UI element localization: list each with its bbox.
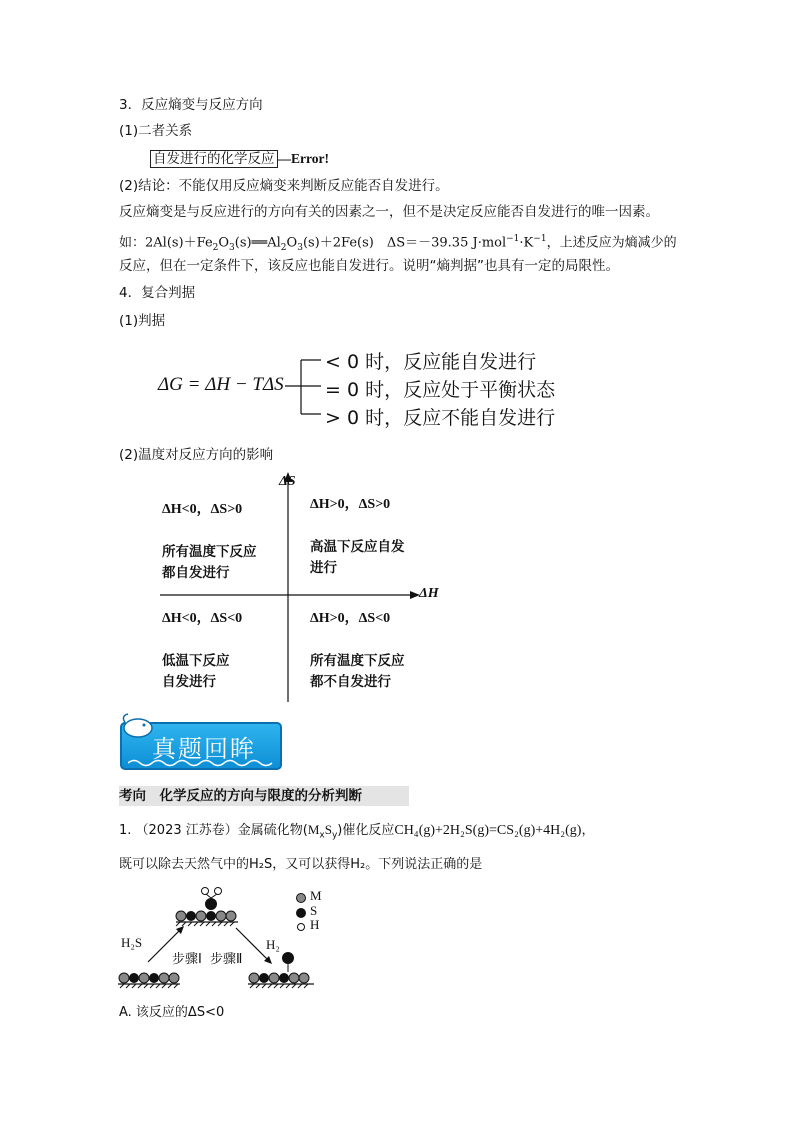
label-step2: 步骤Ⅱ (210, 952, 243, 967)
section3-para1: 反应熵变是与反应进行的方向有关的因素之一，但不是决定反应能否自发进行的唯一因素。 (119, 204, 659, 220)
quadrant-3: ΔH<0，ΔS<0 低温下反应 自发进行 (162, 611, 243, 690)
section3-sub1: (1)二者关系 (119, 123, 193, 139)
quadrant-2: ΔH<0，ΔS>0 所有温度下反应 都自发进行 (162, 502, 257, 581)
question-line2: 既可以除去天然气中的H₂S，又可以获得H₂。下列说法正确的是 (119, 857, 483, 872)
diagram-legend: M S H (310, 888, 322, 932)
section4-sub1: (1)判据 (119, 313, 166, 329)
label-h2: H₂ (266, 937, 280, 952)
x-axis-label: ΔH (419, 586, 439, 601)
error-text: —Error! (277, 151, 329, 166)
formula-brace (283, 352, 323, 422)
catalyst-diagram (118, 882, 328, 992)
section-heading: 考向 化学反应的方向与限度的分析判断 (119, 786, 409, 806)
label-step1: 步骤Ⅰ (172, 952, 202, 967)
case-zero: = 0 时，反应处于平衡状态 (325, 379, 556, 401)
section4-title: 4．复合判据 (119, 285, 196, 301)
banner-title: 真题回眸 (152, 735, 256, 763)
section3-para2: 反应，但在一定条件下，该反应也能自发进行。说明“熵判据”也具有一定的局限性。 (119, 258, 619, 274)
boxed-text: 自发进行的化学反应 (150, 150, 278, 168)
y-axis-label: ΔS (279, 474, 296, 489)
option-a: A. 该反应的ΔS<0 (119, 1005, 225, 1020)
example-equation: 如：$2Al(s)+Fe_2O_3(s)══Al_2O_3(s)+2Fe(s)$ ΔS＝－39.35 $J\cdot mol^{-1}\cdot K^{-1}$，上述反应为熵减少的 (119, 234, 677, 253)
section4-sub2: (2)温度对反应方向的影响 (119, 447, 274, 463)
relation-line (150, 149, 329, 169)
case-positive: > 0 时，反应不能自发进行 (325, 407, 556, 429)
quadrant-1: ΔH>0，ΔS>0 高温下反应自发 进行 (310, 497, 405, 576)
section3-sub2: (2)结论：不能仅用反应熵变来判断反应能否自发进行。 (119, 178, 449, 194)
case-negative: < 0 时，反应能自发进行 (325, 351, 537, 373)
question-line1: 1. （2023 江苏卷）金属硫化物$(M_xS_y)$催化反应CH₄(g)+2H₂S(g)=CS₂(g)+4H₂(g)， (119, 822, 595, 841)
section-banner (120, 722, 282, 770)
section3-title: 3．反应熵变与反应方向 (119, 97, 263, 113)
label-h2s: H₂S (121, 935, 143, 950)
quadrant-4: ΔH>0，ΔS<0 所有温度下反应 都不自发进行 (310, 611, 405, 690)
gibbs-formula: ΔG = ΔH − TΔS (158, 374, 284, 395)
